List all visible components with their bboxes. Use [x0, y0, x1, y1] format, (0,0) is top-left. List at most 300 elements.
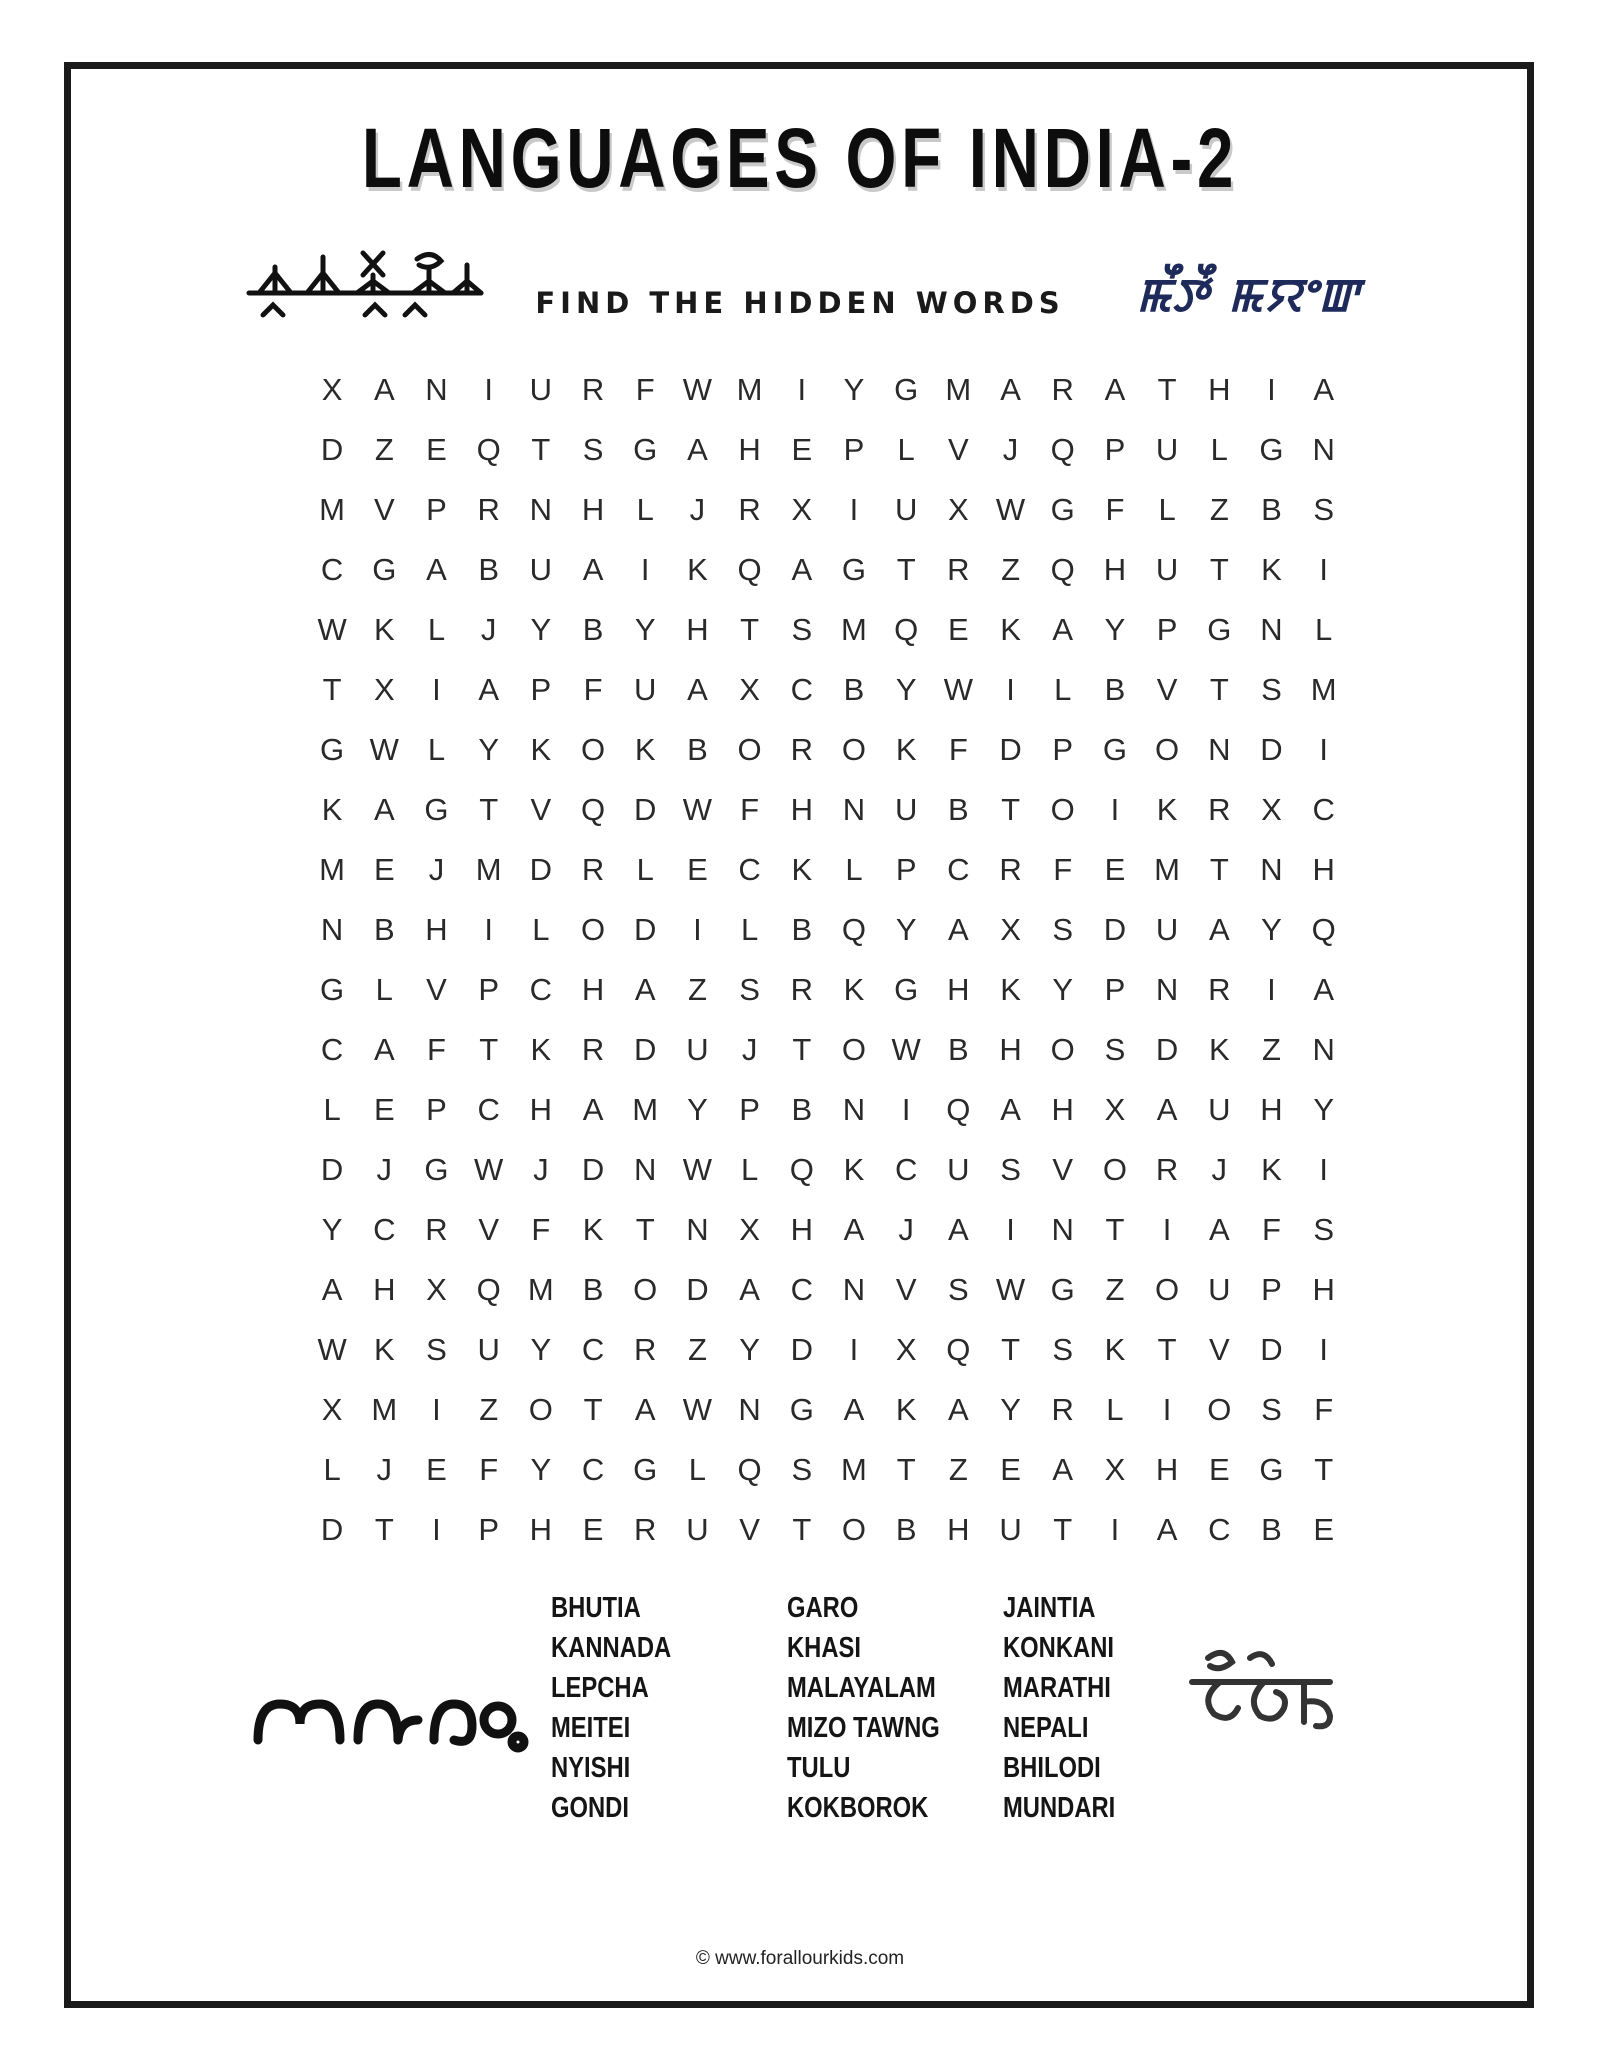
grid-letter: C	[581, 1332, 605, 1367]
word-list-item: GONDI	[551, 1792, 629, 1824]
grid-letter: R	[1051, 372, 1074, 407]
grid-letter: E	[426, 1452, 447, 1487]
grid-letter: V	[1208, 1332, 1230, 1367]
grid-letter: Q	[789, 1152, 814, 1187]
grid-letter: R	[999, 852, 1022, 887]
grid-letter: T	[1209, 852, 1229, 887]
grid-letter: T	[1209, 672, 1229, 707]
grid-letter: N	[842, 1272, 866, 1307]
grid-letter: K	[321, 792, 343, 827]
grid-letter: P	[1156, 612, 1178, 647]
grid-letter: G	[424, 1152, 449, 1187]
grid-letter: A	[843, 1212, 865, 1247]
grid-letter: L	[1210, 432, 1228, 467]
grid-letter: T	[896, 552, 916, 587]
grid-letter: W	[682, 1392, 713, 1427]
grid-letter: G	[633, 432, 658, 467]
grid-letter: N	[1260, 852, 1283, 887]
grid-letter: L	[688, 1452, 707, 1487]
grid-letter: X	[1104, 1092, 1126, 1127]
grid-letter: F	[1262, 1212, 1281, 1247]
grid-letter: V	[530, 792, 552, 827]
grid-letter: E	[1000, 1452, 1021, 1487]
grid-letter: K	[1156, 792, 1178, 827]
grid-letter: Q	[1311, 912, 1336, 947]
grid-letter: Q	[476, 432, 501, 467]
grid-letter: T	[322, 672, 342, 707]
grid-letter: L	[1315, 612, 1333, 647]
grid-letter: Z	[1001, 552, 1020, 587]
grid-letter: X	[739, 672, 760, 707]
word-list-item: KONKANI	[1003, 1632, 1114, 1664]
grid-letter: A	[634, 972, 656, 1007]
grid-letter: I	[1162, 1392, 1172, 1427]
grid-letter: A	[948, 1212, 969, 1247]
grid-letter: B	[948, 792, 969, 827]
grid-letter: L	[323, 1452, 341, 1487]
grid-letter: P	[1104, 432, 1126, 467]
grid-letter: H	[1051, 1092, 1074, 1127]
grid-letter: Q	[946, 1092, 971, 1127]
grid-letter: Z	[1209, 492, 1229, 527]
grid-letter: G	[372, 552, 397, 587]
grid-letter: C	[790, 672, 813, 707]
word-list-item: MEITEI	[551, 1712, 631, 1744]
grid-letter: S	[1052, 912, 1074, 947]
grid-letter: X	[426, 1272, 447, 1307]
grid-letter: W	[995, 492, 1026, 527]
grid-letter: S	[739, 972, 760, 1007]
grid-letter: T	[1001, 1332, 1020, 1367]
grid-letter: P	[478, 1512, 499, 1547]
grid-letter: G	[894, 372, 919, 407]
grid-letter: D	[790, 1332, 813, 1367]
grid-letter: P	[1052, 732, 1074, 767]
grid-letter: Z	[687, 972, 707, 1007]
word-list-item: KANNADA	[551, 1632, 672, 1664]
grid-letter: B	[895, 1512, 917, 1547]
grid-letter: K	[1000, 612, 1021, 647]
grid-letter: R	[477, 492, 500, 527]
grid-letter: G	[320, 732, 345, 767]
grid-letter: O	[737, 732, 762, 767]
grid-letter: J	[689, 492, 706, 527]
grid-letter: U	[686, 1032, 709, 1067]
grid-letter: W	[682, 792, 713, 827]
grid-letter: X	[1000, 912, 1021, 947]
grid-letter: O	[1207, 1392, 1232, 1427]
grid-letter: Q	[841, 912, 867, 947]
grid-letter: O	[841, 732, 867, 767]
grid-letter: K	[843, 1152, 865, 1187]
grid-letter: T	[896, 1452, 916, 1487]
word-list-item: KHASI	[787, 1632, 861, 1664]
grid-letter: G	[894, 972, 919, 1007]
grid-letter: D	[581, 1152, 605, 1187]
grid-letter: K	[1261, 1152, 1282, 1187]
grid-letter: T	[583, 1392, 603, 1427]
grid-letter: A	[791, 552, 813, 587]
word-list-item: MARATHI	[1003, 1672, 1111, 1704]
grid-letter: H	[686, 612, 709, 647]
grid-letter: Z	[479, 1392, 499, 1427]
grid-letter: N	[738, 1392, 761, 1427]
grid-letter: L	[427, 732, 446, 767]
word-list-item: BHILODI	[1003, 1752, 1101, 1784]
grid-letter: B	[687, 732, 708, 767]
grid-letter: T	[1209, 552, 1229, 587]
grid-letter: L	[740, 1152, 759, 1187]
grid-letter: W	[943, 672, 973, 707]
grid-letter: I	[1110, 1512, 1120, 1547]
grid-letter: N	[529, 492, 553, 527]
grid-letter: X	[1104, 1452, 1126, 1487]
grid-letter: I	[1162, 1212, 1172, 1247]
grid-letter: C	[894, 1152, 918, 1187]
grid-letter: E	[687, 852, 708, 887]
grid-letter: A	[1000, 372, 1021, 407]
grid-letter: N	[320, 912, 344, 947]
grid-letter: M	[475, 852, 502, 887]
grid-letter: L	[427, 612, 446, 647]
grid-letter: Q	[737, 1452, 762, 1487]
malayalam-script-logo	[250, 1690, 530, 1760]
grid-letter: J	[898, 1212, 914, 1247]
grid-letter: I	[693, 912, 702, 947]
word-list-column-3	[1003, 1588, 1115, 1828]
grid-letter: O	[580, 912, 606, 947]
grid-letter: Q	[1050, 432, 1075, 467]
grid-letter: Y	[1000, 1392, 1021, 1427]
grid-letter: R	[425, 1212, 448, 1247]
grid-letter: D	[1155, 1032, 1179, 1067]
grid-letter: S	[1000, 1152, 1021, 1187]
grid-letter: E	[373, 852, 395, 887]
grid-letter: I	[432, 672, 441, 707]
grid-letter: M	[1310, 672, 1337, 707]
grid-letter: A	[1156, 1512, 1178, 1547]
grid-letter: W	[682, 372, 713, 407]
grid-letter: W	[369, 732, 399, 767]
grid-letter: A	[373, 372, 395, 407]
grid-letter: T	[1105, 1212, 1125, 1247]
grid-letter: J	[428, 852, 445, 887]
grid-letter: F	[479, 1452, 499, 1487]
grid-letter: Y	[895, 912, 917, 947]
grid-letter: T	[1001, 792, 1020, 827]
grid-letter: X	[373, 672, 395, 707]
grid-letter: N	[686, 1212, 709, 1247]
grid-letter: N	[1155, 972, 1179, 1007]
grid-letter: Y	[530, 1452, 552, 1487]
grid-letter: A	[1104, 372, 1126, 407]
grid-letter: B	[1261, 1512, 1282, 1547]
grid-letter: E	[1208, 1452, 1230, 1487]
grid-letter: M	[527, 1272, 554, 1307]
grid-letter: G	[789, 1392, 814, 1427]
grid-letter: E	[373, 1092, 395, 1127]
grid-letter: G	[841, 552, 867, 587]
grid-letter: C	[790, 1272, 813, 1307]
grid-letter: S	[791, 1452, 813, 1487]
grid-letter: V	[895, 1272, 917, 1307]
grid-letter: B	[843, 672, 865, 707]
grid-letter: A	[1052, 1452, 1074, 1487]
grid-letter: O	[1155, 732, 1180, 767]
grid-letter: U	[1155, 552, 1179, 587]
grid-letter: C	[477, 1092, 500, 1127]
grid-letter: U	[529, 372, 553, 407]
grid-letter: F	[583, 672, 603, 707]
grid-letter: N	[842, 1092, 866, 1127]
grid-letter: T	[792, 1032, 812, 1067]
grid-letter: M	[841, 612, 867, 647]
grid-letter: V	[1052, 1152, 1074, 1187]
grid-letter: O	[1102, 1152, 1127, 1187]
grid-letter: T	[1157, 1332, 1177, 1367]
grid-letter: I	[1110, 792, 1120, 827]
grid-letter: L	[740, 912, 759, 947]
grid-letter: Z	[687, 1332, 707, 1367]
grid-letter: Y	[634, 612, 656, 647]
word-search-grid	[306, 360, 1350, 1560]
grid-letter: T	[740, 612, 760, 647]
grid-letter: X	[1261, 792, 1282, 827]
grid-letter: I	[1319, 732, 1328, 767]
grid-letter: T	[792, 1512, 812, 1547]
grid-letter: U	[947, 1152, 970, 1187]
grid-letter: Q	[894, 612, 919, 647]
grid-letter: X	[791, 492, 813, 527]
grid-letter: W	[317, 1332, 347, 1367]
grid-letter: D	[999, 732, 1022, 767]
grid-letter: U	[894, 492, 918, 527]
grid-letter: N	[634, 1152, 657, 1187]
grid-letter: H	[1208, 372, 1231, 407]
word-list-item: JAINTIA	[1003, 1592, 1096, 1624]
grid-letter: Q	[737, 552, 762, 587]
grid-letter: N	[1051, 1212, 1074, 1247]
grid-letter: K	[687, 552, 708, 587]
grid-letter: D	[634, 1032, 657, 1067]
grid-letter: M	[841, 1452, 867, 1487]
grid-letter: I	[1319, 552, 1328, 587]
grid-letter: W	[474, 1152, 504, 1187]
grid-letter: T	[531, 432, 551, 467]
grid-letter: B	[1261, 492, 1282, 527]
grid-letter: I	[432, 1392, 441, 1427]
grid-letter: T	[1053, 1512, 1073, 1547]
grid-letter: F	[740, 792, 760, 827]
grid-letter: H	[1312, 1272, 1335, 1307]
grid-letter: Z	[1105, 1272, 1125, 1307]
grid-letter: H	[425, 912, 448, 947]
grid-letter: I	[1267, 972, 1276, 1007]
grid-letter: A	[582, 1092, 604, 1127]
grid-letter: I	[640, 552, 650, 587]
grid-letter: V	[373, 492, 395, 527]
grid-letter: N	[425, 372, 448, 407]
grid-letter: H	[1103, 552, 1127, 587]
word-list-item: MIZO TAWNG	[787, 1712, 940, 1744]
grid-letter: O	[1050, 1032, 1075, 1067]
brahmi-script-logo	[1180, 1638, 1350, 1738]
word-list-item: LEPCHA	[551, 1672, 649, 1704]
grid-letter: U	[1208, 1092, 1231, 1127]
grid-letter: G	[1102, 732, 1127, 767]
grid-letter: A	[948, 1392, 969, 1427]
grid-letter: W	[891, 1032, 921, 1067]
grid-letter: R	[1208, 972, 1231, 1007]
grid-letter: S	[426, 1332, 447, 1367]
grid-letter: A	[1000, 1092, 1021, 1127]
grid-letter: J	[1211, 1152, 1228, 1187]
grid-letter: I	[1319, 1332, 1328, 1367]
grid-letter: M	[1154, 852, 1180, 887]
grid-letter: A	[1208, 912, 1230, 947]
grid-letter: Y	[530, 1332, 552, 1367]
grid-letter: J	[376, 1152, 393, 1187]
grid-letter: V	[948, 432, 969, 467]
grid-letter: H	[373, 1272, 396, 1307]
grid-letter: D	[529, 852, 553, 887]
grid-letter: G	[633, 1452, 658, 1487]
grid-letter: R	[1208, 792, 1231, 827]
grid-letter: H	[529, 1092, 553, 1127]
grid-letter: C	[320, 1032, 344, 1067]
grid-letter: K	[530, 1032, 552, 1067]
grid-letter: Y	[321, 1212, 343, 1247]
grid-letter: K	[634, 732, 656, 767]
grid-letter: E	[791, 432, 813, 467]
grid-letter: I	[484, 372, 493, 407]
grid-letter: G	[1050, 492, 1075, 527]
grid-letter: K	[791, 852, 813, 887]
grid-letter: O	[528, 1392, 553, 1427]
grid-letter: E	[1104, 852, 1126, 887]
grid-letter: H	[1260, 1092, 1283, 1127]
grid-letter: J	[741, 1032, 758, 1067]
grid-letter: Q	[580, 792, 606, 827]
grid-letter: C	[373, 1212, 396, 1247]
grid-letter: V	[1156, 672, 1178, 707]
grid-letter: E	[948, 612, 969, 647]
grid-letter: X	[321, 372, 343, 407]
grid-letter: J	[376, 1452, 393, 1487]
grid-letter: X	[739, 1212, 760, 1247]
grid-letter: O	[1050, 792, 1075, 827]
grid-letter: V	[739, 1512, 760, 1547]
grid-letter: P	[1261, 1272, 1282, 1307]
grid-letter: P	[895, 852, 917, 887]
grid-letter: A	[634, 1392, 656, 1427]
grid-letter: Y	[895, 672, 917, 707]
grid-letter: X	[321, 1392, 343, 1427]
copyright-footer: © www.forallourkids.com	[695, 1948, 905, 1969]
grid-letter: W	[317, 612, 347, 647]
grid-letter: M	[319, 852, 345, 887]
grid-letter: V	[426, 972, 447, 1007]
grid-letter: G	[1207, 612, 1232, 647]
grid-letter: J	[480, 612, 497, 647]
grid-letter: M	[371, 1392, 398, 1427]
grid-letter: F	[427, 1032, 446, 1067]
word-list-column-1	[551, 1588, 671, 1828]
grid-letter: A	[843, 1392, 865, 1427]
grid-letter: Y	[1052, 972, 1074, 1007]
grid-letter: Y	[1104, 612, 1126, 647]
grid-letter: L	[636, 852, 654, 887]
grid-letter: I	[1006, 672, 1015, 707]
grid-letter: F	[1314, 1392, 1334, 1427]
grid-letter: A	[1313, 372, 1334, 407]
grid-letter: O	[580, 732, 606, 767]
grid-letter: D	[320, 1152, 344, 1187]
grid-letter: H	[738, 432, 761, 467]
grid-letter: B	[791, 912, 813, 947]
grid-letter: P	[1104, 972, 1126, 1007]
grid-letter: N	[1312, 432, 1335, 467]
grid-letter: K	[1104, 1332, 1126, 1367]
grid-letter: C	[320, 552, 344, 587]
grid-letter: A	[478, 672, 499, 707]
grid-letter: K	[843, 972, 865, 1007]
grid-letter: D	[1103, 912, 1127, 947]
grid-letter: M	[945, 372, 972, 407]
grid-letter: T	[479, 792, 499, 827]
grid-letter: Q	[1050, 552, 1075, 587]
grid-letter: Y	[739, 1332, 760, 1367]
grid-letter: K	[373, 1332, 395, 1367]
grid-letter: L	[1054, 672, 1072, 707]
grid-letter: K	[1261, 552, 1282, 587]
grid-letter: B	[582, 1272, 604, 1307]
grid-letter: S	[1052, 1332, 1074, 1367]
meitei-script-text: ꯃꯩꯇꯩ ꯃꯌꯦꯛ	[1136, 268, 1362, 322]
grid-letter: W	[682, 1152, 713, 1187]
word-list-column-2	[787, 1588, 940, 1828]
grid-letter: Y	[1313, 1092, 1334, 1127]
grid-letter: H	[581, 492, 605, 527]
grid-letter: L	[375, 972, 393, 1007]
grid-letter: N	[842, 792, 866, 827]
grid-letter: X	[948, 492, 969, 527]
grid-letter: C	[1312, 792, 1335, 827]
grid-letter: R	[738, 492, 761, 527]
grid-letter: I	[432, 1512, 441, 1547]
grid-letter: N	[1312, 1032, 1335, 1067]
grid-letter: B	[582, 612, 604, 647]
grid-letter: A	[373, 1032, 395, 1067]
grid-letter: P	[843, 432, 865, 467]
word-list-item: MUNDARI	[1003, 1792, 1116, 1824]
grid-letter: G	[1050, 1272, 1075, 1307]
grid-letter: G	[1259, 432, 1284, 467]
grid-letter: C	[738, 852, 761, 887]
grid-letter: C	[1208, 1512, 1231, 1547]
grid-letter: C	[529, 972, 553, 1007]
page-title: LANGUAGES OF INDIA-2	[361, 111, 1239, 205]
grid-letter: C	[947, 852, 970, 887]
grid-letter: D	[320, 432, 344, 467]
grid-letter: H	[581, 972, 605, 1007]
grid-letter: F	[1053, 852, 1073, 887]
grid-letter: D	[634, 912, 657, 947]
grid-letter: Q	[476, 1272, 501, 1307]
grid-letter: D	[686, 1272, 709, 1307]
grid-letter: E	[426, 432, 447, 467]
grid-letter: M	[632, 1092, 659, 1127]
